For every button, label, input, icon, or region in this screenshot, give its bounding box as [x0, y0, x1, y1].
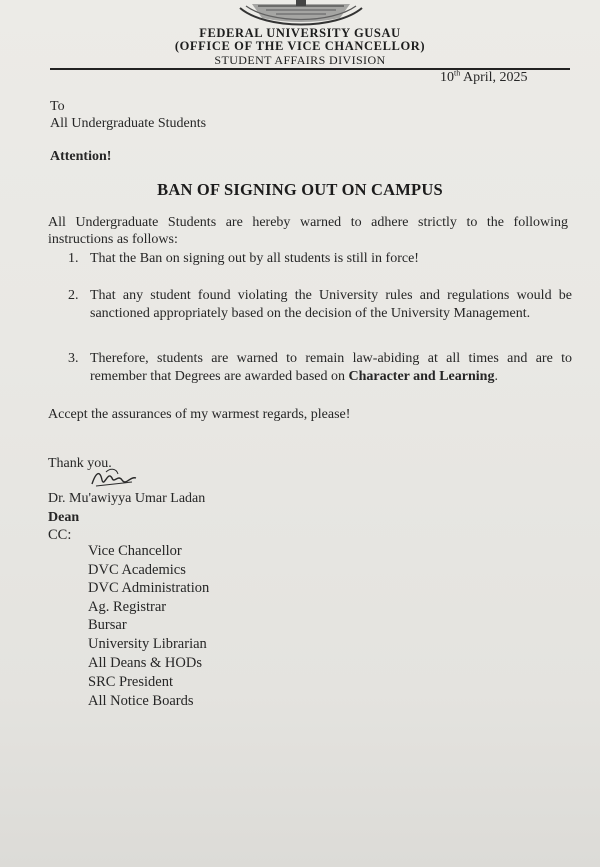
list-item [68, 350, 572, 385]
list-item [68, 287, 572, 322]
list-item-number: 1. [68, 251, 79, 266]
signatory-name: Dr. Mu'awiyya Umar Ladan [48, 491, 206, 506]
cc-item: Ag. Registrar [88, 599, 167, 615]
to-label: To [50, 99, 65, 114]
list-item [68, 250, 572, 268]
closing-line: Accept the assurances of my warmest regards, please! [48, 407, 351, 422]
cc-item: All Deans & HODs [88, 655, 202, 671]
cc-item: Vice Chancellor [88, 543, 182, 559]
list-item-text: That the Ban on signing out by all students is still in force! [90, 251, 419, 266]
list-item-number: 3. [68, 351, 79, 366]
cc-item: SRC President [88, 674, 173, 690]
to-recipient: All Undergraduate Students [50, 116, 207, 131]
list-item-text: That any student found violating the University rules and regulations would be sanctioned appropriately based on the decision of the University Management. [90, 288, 572, 321]
list-item-text: Therefore, students are warned to remain law-abiding at all times and are to remember that Degrees are awarded based on [90, 351, 572, 384]
cc-item: University Librarian [88, 636, 207, 652]
university-name: FEDERAL UNIVERSITY GUSAU [199, 26, 401, 40]
cc-item: DVC Academics [88, 562, 186, 578]
attention-line: Attention! [50, 149, 112, 164]
letter-date: 10th April, 2025 [440, 68, 528, 85]
cc-item: Bursar [88, 617, 127, 633]
signature-icon [88, 466, 140, 492]
cc-item: DVC Administration [88, 580, 210, 596]
list-item-text-end: . [494, 368, 498, 384]
page-title: BAN OF SIGNING OUT ON CAMPUS [157, 180, 443, 199]
cc-item: All Notice Boards [88, 693, 194, 709]
division-name: STUDENT AFFAIRS DIVISION [214, 53, 386, 67]
list-item-emphasis: Character and Learning [348, 368, 495, 384]
office-name: (OFFICE OF THE VICE CHANCELLOR) [174, 39, 426, 53]
list-item-number: 2. [68, 288, 79, 303]
thanks-line: Thank you. [48, 456, 112, 471]
intro-paragraph: All Undergraduate Students are hereby warned to adhere strictly to the following instructions as follows: [48, 215, 568, 247]
cc-label: CC: [48, 527, 72, 543]
signatory-position: Dean [48, 510, 80, 525]
